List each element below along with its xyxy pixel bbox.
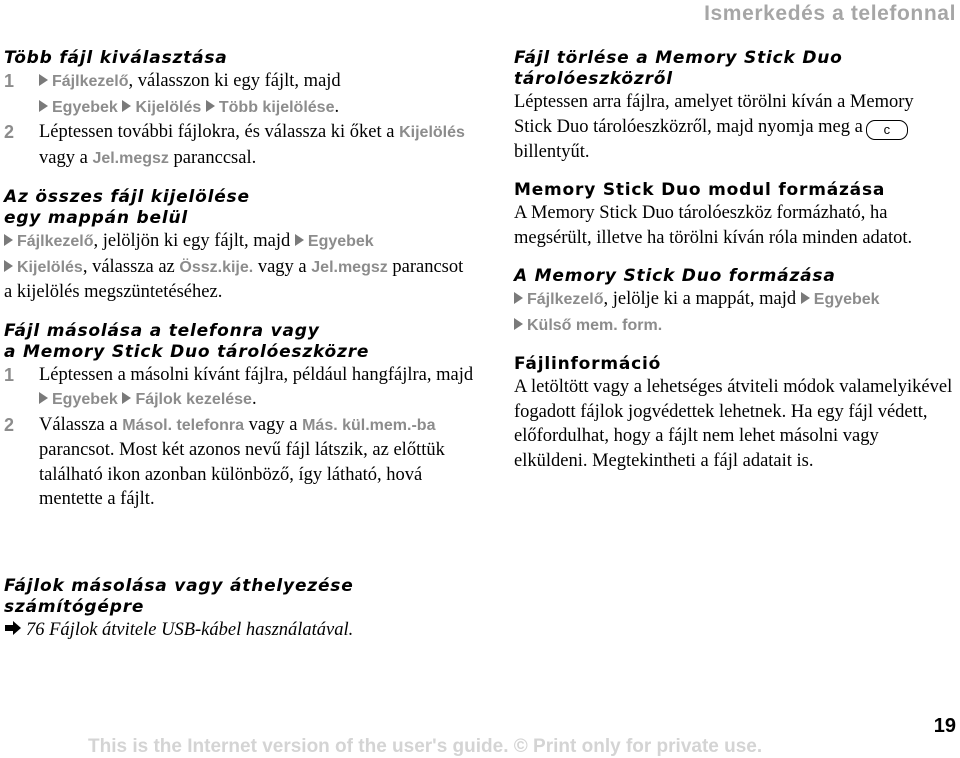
text: Léptessen további fájlokra, és válassza ki őket a bbox=[39, 122, 400, 142]
arrow-icon bbox=[39, 74, 48, 86]
menu-item: Egyebek bbox=[307, 233, 374, 250]
text: , válassza az bbox=[82, 256, 180, 277]
menu-item: Több kijelölése bbox=[218, 98, 335, 116]
arrow-icon bbox=[4, 260, 13, 272]
paragraph bbox=[4, 229, 474, 305]
menu-item: Jel.megsz bbox=[311, 258, 388, 276]
step-number: 1 bbox=[4, 71, 15, 91]
chapter-title: Ismerkedés a telefonnal bbox=[704, 2, 956, 25]
text: Léptessen a másolni kívánt fájlra, például hangfájlra, majd bbox=[39, 364, 474, 385]
paragraph bbox=[514, 90, 954, 164]
left-column bbox=[4, 48, 474, 528]
menu-item: Kijelölés bbox=[17, 258, 83, 276]
arrow-icon bbox=[4, 234, 13, 246]
section-title: A Memory Stick Duo formázása bbox=[514, 266, 836, 286]
menu-item: Egyebek bbox=[52, 391, 118, 408]
section-title: Fájlok másolása vagy áthelyezése számítógépre bbox=[4, 576, 354, 617]
arrow-icon bbox=[514, 318, 523, 330]
text: parancsot. Most két azonos nevű fájl látszik, az előttük található ikon azonban különböző, így látható, hová mentette a fájlt. bbox=[39, 440, 445, 509]
menu-item: Más. kül.mem.-ba bbox=[302, 416, 436, 434]
step-number: 1 bbox=[4, 364, 15, 385]
section-file-info bbox=[514, 354, 954, 473]
menu-item: Fájlok kezelése bbox=[135, 391, 252, 408]
step-1 bbox=[4, 363, 474, 413]
text: , jelölje ki a mappát, majd bbox=[603, 289, 801, 309]
step-1 bbox=[4, 69, 474, 120]
step-number: 2 bbox=[4, 122, 15, 142]
text: vagy a bbox=[39, 147, 93, 168]
section-title: Fájlinformáció bbox=[514, 354, 662, 374]
paragraph bbox=[514, 287, 954, 338]
step-2 bbox=[4, 413, 474, 512]
menu-item: Kijelölés bbox=[399, 124, 465, 141]
text: vagy a bbox=[253, 256, 312, 277]
menu-item: Külső mem. form. bbox=[527, 316, 663, 334]
text: . bbox=[251, 389, 257, 409]
right-column bbox=[514, 48, 954, 489]
arrow-icon bbox=[122, 100, 131, 112]
section-title: Memory Stick Duo modul formázása bbox=[514, 180, 886, 200]
section-title: Fájl törlése a Memory Stick Duo tárolóeszközről bbox=[514, 48, 843, 89]
arrow-icon bbox=[295, 234, 304, 246]
text: billentyűt. bbox=[514, 141, 590, 162]
step-2 bbox=[4, 120, 474, 171]
section-title: Fájl másolása a telefonra vagy a Memory Stick Duo tárolóeszközre bbox=[4, 320, 370, 362]
text: , jelöljön ki egy fájlt, majd bbox=[93, 231, 295, 251]
arrow-icon bbox=[206, 100, 215, 112]
arrow-icon bbox=[39, 100, 48, 112]
arrow-icon bbox=[39, 392, 48, 404]
menu-item: Fájlkezelő bbox=[17, 233, 94, 250]
footer-notice: This is the Internet version of the user's guide. © Print only for private use. bbox=[88, 736, 763, 757]
arrow-icon bbox=[122, 392, 131, 404]
paragraph: A letöltött vagy a lehetséges átviteli módok valamelyikével fogadott fájlok jogvédettek lehetnek. Ha egy fájl védett, előfordulhat, hogy a fájlt nem lehet másolni vagy elküldeni. Megtekintheti a fájl adatait is. bbox=[514, 377, 953, 471]
section-title: Az összes fájl kijelölése egy mappán belül bbox=[4, 187, 250, 228]
section-select-multiple bbox=[4, 48, 474, 171]
menu-item: Kijelölés bbox=[135, 98, 202, 116]
menu-item: Egyebek bbox=[52, 98, 118, 116]
text: vagy a bbox=[244, 414, 303, 435]
menu-item: Fájlkezelő bbox=[527, 291, 604, 308]
section-copy-file bbox=[4, 321, 474, 512]
page-number: 19 bbox=[933, 715, 956, 737]
arrow-right-icon bbox=[4, 618, 26, 643]
text: , válasszon ki egy fájlt, majd bbox=[128, 71, 341, 91]
c-key-icon: c bbox=[866, 120, 908, 140]
menu-item: Másol. telefonra bbox=[122, 416, 245, 434]
section-format-module bbox=[514, 180, 954, 250]
section-format-steps bbox=[514, 266, 954, 338]
text: Léptessen arra fájlra, amelyet törölni kíván a Memory Stick Duo tárolóeszközről, majd nyomja meg a bbox=[514, 92, 914, 137]
reference-link[interactable]: 76 Fájlok átvitele USB-kábel használatával. bbox=[26, 620, 354, 640]
text: Válassza a bbox=[39, 414, 123, 435]
paragraph: A Memory Stick Duo tárolóeszköz formázható, ha megsérült, illetve ha törölni kíván róla minden adatot. bbox=[514, 203, 913, 248]
section-delete-file bbox=[514, 48, 954, 164]
menu-item: Fájlkezelő bbox=[52, 73, 129, 90]
section-copy-to-computer bbox=[4, 576, 504, 643]
text: parancsot a kijelölés megszüntetéséhez. bbox=[4, 256, 464, 302]
menu-item: Egyebek bbox=[813, 291, 880, 308]
cross-reference bbox=[4, 618, 504, 643]
section-select-all bbox=[4, 187, 474, 305]
text: paranccsal. bbox=[168, 147, 257, 168]
arrow-icon bbox=[514, 292, 523, 304]
text: . bbox=[334, 96, 340, 117]
menu-item: Össz.kije. bbox=[179, 258, 254, 276]
section-title: Több fájl kiválasztása bbox=[4, 48, 228, 68]
menu-item: Jel.megsz bbox=[92, 149, 169, 167]
arrow-icon bbox=[801, 292, 810, 304]
step-number: 2 bbox=[4, 414, 15, 435]
